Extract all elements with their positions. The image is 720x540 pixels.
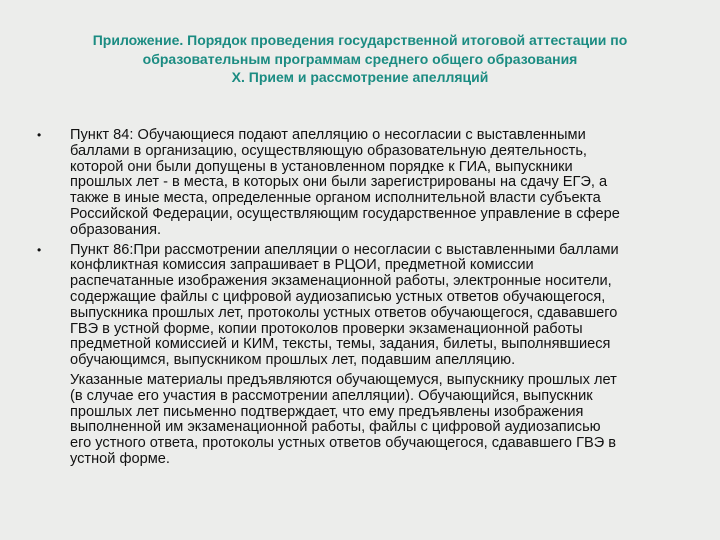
text-line: Указанные материалы предъявляются обучающемуся, выпускнику прошлых лет xyxy=(70,371,617,388)
text-line: также в иные места, определенные органом исполнительной власти субъекта xyxy=(70,190,601,207)
text-line: содержащие файлы с цифровой аудиозаписью устных ответов обучающегося, xyxy=(70,288,606,305)
text-line: устной форме. xyxy=(70,450,170,467)
text-line: конфликтная комиссия запрашивает в РЦОИ, предметной комиссии xyxy=(70,257,534,274)
bullet-icon: • xyxy=(37,128,42,142)
text-line: Пункт 84: Обучающиеся подают апелляцию о несогласии с выставленными xyxy=(70,127,586,143)
title-line: образовательным программам среднего общего образования xyxy=(142,50,578,67)
text-line: Российской Федерации, осуществляющим государственное управление в сфере xyxy=(70,205,620,222)
paragraph xyxy=(70,373,710,468)
text-line: прошлых лет - в места, в которых они были зарегистрированы на сдачу ЕГЭ, а xyxy=(70,174,608,191)
title-line: Приложение. Порядок проведения государственной итоговой аттестации по xyxy=(92,32,628,48)
text-line: выполненной им экзаменационной работы, файлы с цифровой аудиозаписью xyxy=(70,419,601,436)
title-line: X. Прием и рассмотрение апелляций xyxy=(231,69,489,85)
text-line: баллами в организацию, осуществляющую образовательную деятельность, xyxy=(70,142,587,159)
text-line: распечатанные изображения экзаменационной работы, электронные носители, xyxy=(70,273,612,290)
text-line: которой они были допущены в установленном порядке к ГИА, выпускники xyxy=(70,158,573,175)
text-line: предметной комиссией и КИМ, тексты, темы, задания, билеты, выполнявшиеся xyxy=(70,336,611,353)
text-line: обучающимся, выпускником прошлых лет, подавшим апелляцию. xyxy=(70,352,516,369)
text-line: Пункт 86:При рассмотрении апелляции о несогласии с выставленными баллами xyxy=(70,241,619,258)
text-line: его устного ответа, протоколы устных ответов обучающегося, сдававшего ГВЭ в xyxy=(70,435,617,452)
bullet-icon: • xyxy=(37,242,42,257)
bullet-item xyxy=(37,241,710,369)
text-line: выпускника прошлых лет, протоколы устных ответов обучающегося, сдававшего xyxy=(70,304,618,321)
bullet-item xyxy=(37,127,710,239)
text-line: ГВЭ в устной форме, копии протоколов проверки экзаменационной работы xyxy=(70,320,583,337)
text-line: образования. xyxy=(70,221,162,238)
slide-title xyxy=(0,31,720,87)
text-line: (в случае его участия в рассмотрении апелляции). Обучающийся, выпускник xyxy=(70,387,593,404)
text-line: прошлых лет письменно подтверждает, что ему предъявлены изображения xyxy=(70,403,584,420)
slide-body xyxy=(37,127,710,468)
